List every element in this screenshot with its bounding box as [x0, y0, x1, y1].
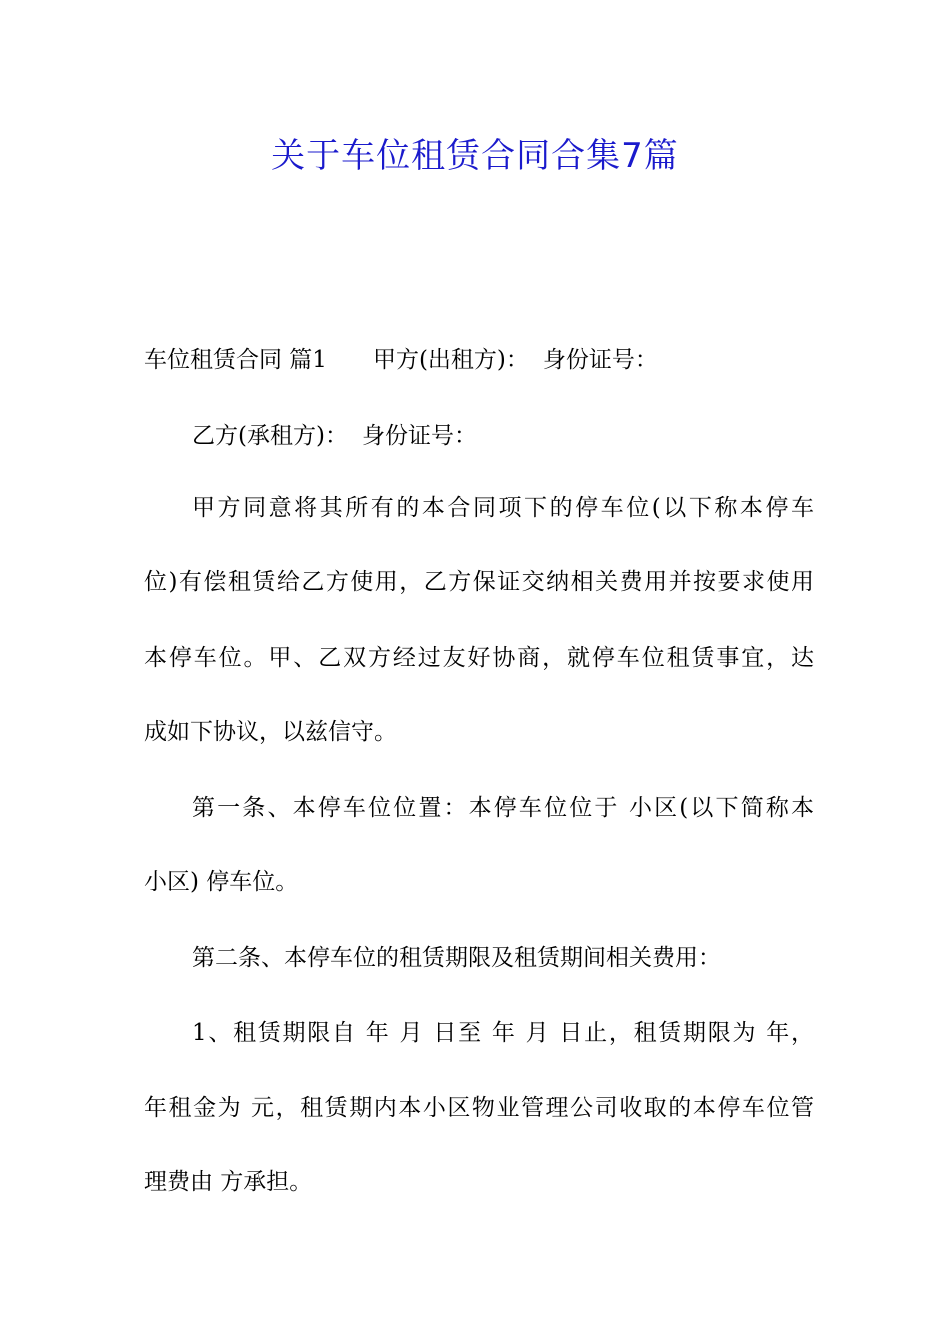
- paragraph-line: 小区) 停车位。: [144, 869, 299, 895]
- paragraph-line: 第一条、本停车位位置：本停车位位于 小区(以下简称本: [192, 795, 814, 821]
- paragraph-line: 1、租赁期限自 年 月 日至 年 月 日止，租赁期限为 年，: [192, 1020, 814, 1046]
- heading-line: [144, 344, 814, 376]
- document-title: 关于车位租赁合同合集7篇: [271, 136, 679, 176]
- party-b-label: 乙方(承租方)：: [192, 423, 348, 449]
- party-a-id-label: 身份证号：: [542, 347, 658, 373]
- paragraph-line: 理费由 方承担。: [144, 1169, 313, 1195]
- paragraph-line: 甲方同意将其所有的本合同项下的停车位(以下称本停车: [192, 495, 814, 521]
- party-a-label: 甲方(出租方)：: [372, 347, 529, 373]
- section-label: 车位租赁合同 篇1: [144, 347, 327, 373]
- party-b-id-label: 身份证号：: [361, 423, 477, 449]
- paragraph-line: 位)有偿租赁给乙方使用，乙方保证交纳相关费用并按要求使用: [144, 569, 814, 595]
- paragraph-line: 第二条、本停车位的租赁期限及租赁期间相关费用：: [192, 945, 721, 971]
- paragraph-line: 本停车位。甲、乙双方经过友好协商，就停车位租赁事宜，达: [144, 645, 814, 671]
- paragraph-line: 年租金为 元，租赁期内本小区物业管理公司收取的本停车位管: [144, 1095, 814, 1121]
- party-b-line: [192, 420, 814, 452]
- paragraph-line: 成如下协议，以兹信守。: [144, 719, 397, 745]
